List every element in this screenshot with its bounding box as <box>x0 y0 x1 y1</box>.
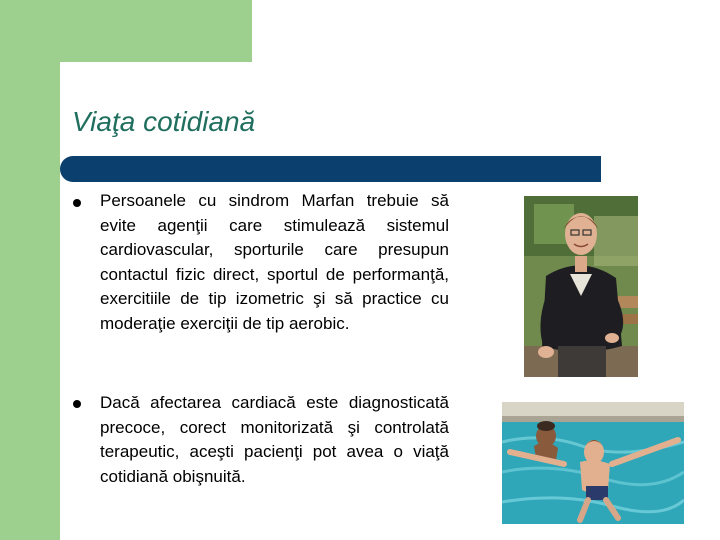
slide-title: Viaţa cotidiană <box>72 106 256 137</box>
bullet-dot-icon <box>73 400 81 408</box>
photo-man-on-bench <box>524 196 638 377</box>
green-side-band <box>0 0 60 540</box>
photo-boys-in-pool <box>502 402 684 524</box>
green-top-band <box>0 0 252 62</box>
bullet-dot-icon <box>73 199 81 207</box>
title-underline-bar <box>60 156 601 182</box>
bullet-text-2: Dacă afectarea cardiacă este diagnosticată precoce, corect monitorizată şi controlată terapeutic, aceşti pacienţi pot avea o viaţă cotidiană obişnuită. <box>100 393 449 486</box>
bullet-text-1: Persoanele cu sindrom Marfan trebuie să evite agenţii care stimulează sistemul cardiovascular, sporturile care presupun contactul fizic direct, sportul de performanţă, exercitiile de tip izometric şi să practice cu moderaţie exerciţii de tip aerobic. <box>100 191 449 333</box>
